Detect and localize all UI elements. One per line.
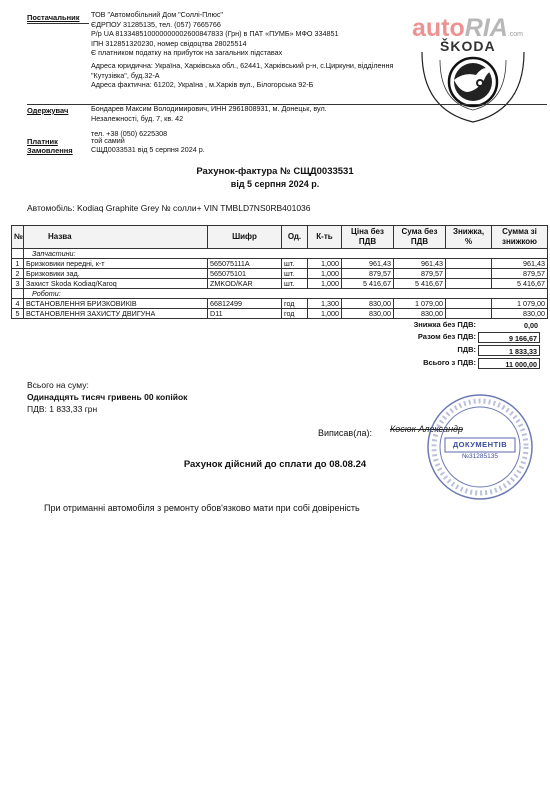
invoice-title: Рахунок-фактура № СЩД0033531	[196, 166, 354, 177]
supplier-line: Р/р UA 813348510000000002600847833 (Грн) в ПАТ «ПУМБ» МФО 334851	[91, 29, 339, 39]
invoice-date: від 5 серпня 2024 р.	[230, 179, 320, 189]
col-total-header: Сумма зі знижкою	[492, 226, 548, 249]
payer-label: Платник	[27, 137, 58, 146]
watermark-brand-auto: auto	[412, 14, 465, 42]
valid-until: Рахунок дійсний до сплати до 08.08.24	[183, 459, 367, 470]
skoda-wordmark: ŠKODA	[440, 38, 496, 54]
table-header-row	[12, 226, 548, 249]
total-value: 11 000,00	[478, 358, 540, 369]
car-info: Автомобіль: Kodiaq Graphite Grey № солли+ VIN TMBLD7NS0RB401036	[27, 203, 311, 213]
subtotal-value: 9 166,67	[478, 332, 540, 343]
skoda-logo-icon	[418, 50, 528, 140]
sum-vat-line: ПДВ: 1 833,33 грн	[27, 404, 98, 414]
table-row: 5 ВСТАНОВЛЕННЯ ЗАХИСТУ ДВИГУНА D11 год 1,000 830,00 830,00 830,00	[12, 309, 548, 319]
col-no-header: №	[12, 226, 24, 249]
vat-label: ПДВ:	[457, 345, 476, 354]
col-discount-header: Знижка, %	[446, 226, 492, 249]
vat-value: 1 833,33	[478, 345, 540, 356]
watermark-domain: .com	[507, 31, 524, 38]
recipient-line: Незалежності, буд. 7, кв. 42	[91, 113, 184, 123]
payer-value: той самий	[91, 136, 125, 145]
supplier-line: ЄДРПОУ 31285135, тел. (057) 7665766	[91, 19, 221, 29]
company-stamp	[425, 392, 535, 502]
supplier-line: ІПН 312851320230, номер свідоцтва 28025514	[91, 38, 247, 48]
recipient-line: Бондарев Максим Володимирович, ИНН 2961808931, м. Донецьк, вул.	[91, 104, 327, 113]
col-price-header: Ціна без ПДВ	[342, 226, 394, 249]
supplier-label: Постачальник	[27, 13, 80, 22]
supplier-line: ТОВ "Автомобільний Дом "Соллі-Плюс"	[91, 10, 223, 19]
footer-note: При отриманні автомобіля з ремонту обов'язково мати при собі довіреність	[44, 503, 360, 513]
signer-name: Косюк Александр	[390, 424, 463, 434]
order-value: СЩД0033531 від 5 серпня 2024 р.	[91, 145, 205, 154]
sum-words: Одинадцять тисяч гривень 00 копійок	[27, 392, 188, 402]
group-row	[12, 289, 548, 299]
table-row: 2 Бризковики зад. 565075101 шт. 1,000 879,57 879,57 879,57	[12, 269, 548, 279]
watermark-brand-ria: RIA	[464, 14, 508, 42]
col-name-header: Назва	[24, 226, 208, 249]
supplier-block	[91, 10, 393, 90]
col-sum-header: Сума без ПДВ	[394, 226, 446, 249]
col-code-header: Шифр	[208, 226, 282, 249]
recipient-label: Одержувач	[27, 106, 69, 115]
recipient-block	[91, 104, 327, 139]
group-works-label: Роботи:	[24, 289, 548, 299]
group-row	[12, 249, 548, 259]
col-qty-header: К-ть	[308, 226, 342, 249]
table-row: 1 Бризковики передні, к-т 565075111A шт. 1,000 961,43 961,43 961,43	[12, 259, 548, 269]
supplier-line: Є платником податку на прибуток на загальних підставах	[91, 48, 283, 58]
table-row: 3 Захист Skoda Kodiaq/Karoq ZMKOD/KAR шт. 1,000 5 416,67 5 416,67 5 416,67	[12, 279, 548, 289]
supplier-line: Адреса юридична: Україна, Харківська обл., 62441, Харківський р-н, с.Циркуни, відділення	[91, 60, 394, 70]
supplier-line: Адреса фактична: 61202, Україна , м.Харків вул., Білогорська 92-Б	[91, 80, 314, 90]
supplier-line: "Кутузівка", буд.32-А	[91, 70, 160, 80]
items-table	[11, 225, 548, 319]
signed-by-label: Виписав(ла):	[318, 428, 372, 438]
stamp-number: №31285135	[462, 453, 498, 460]
total-label: Всього з ПДВ:	[423, 358, 476, 367]
group-parts-label: Запчастини:	[24, 249, 548, 259]
recipient-phone: тел. +38 (050) 6225308	[91, 129, 168, 139]
subtotal-label: Разом без ПДВ:	[417, 332, 476, 341]
discount-label: Знижка без ПДВ:	[413, 320, 476, 329]
stamp-text: ДОКУМЕНТІВ	[452, 440, 508, 449]
order-label: Замовлення	[27, 146, 73, 155]
col-unit-header: Од.	[282, 226, 308, 249]
discount-value: 0,00	[524, 321, 538, 330]
sum-words-label: Всього на суму:	[27, 380, 89, 390]
table-row: 4 ВСТАНОВЛЕННЯ БРИЗКОВИКІВ 66812499 год 1,300 830,00 1 079,00 1 079,00	[12, 299, 548, 309]
